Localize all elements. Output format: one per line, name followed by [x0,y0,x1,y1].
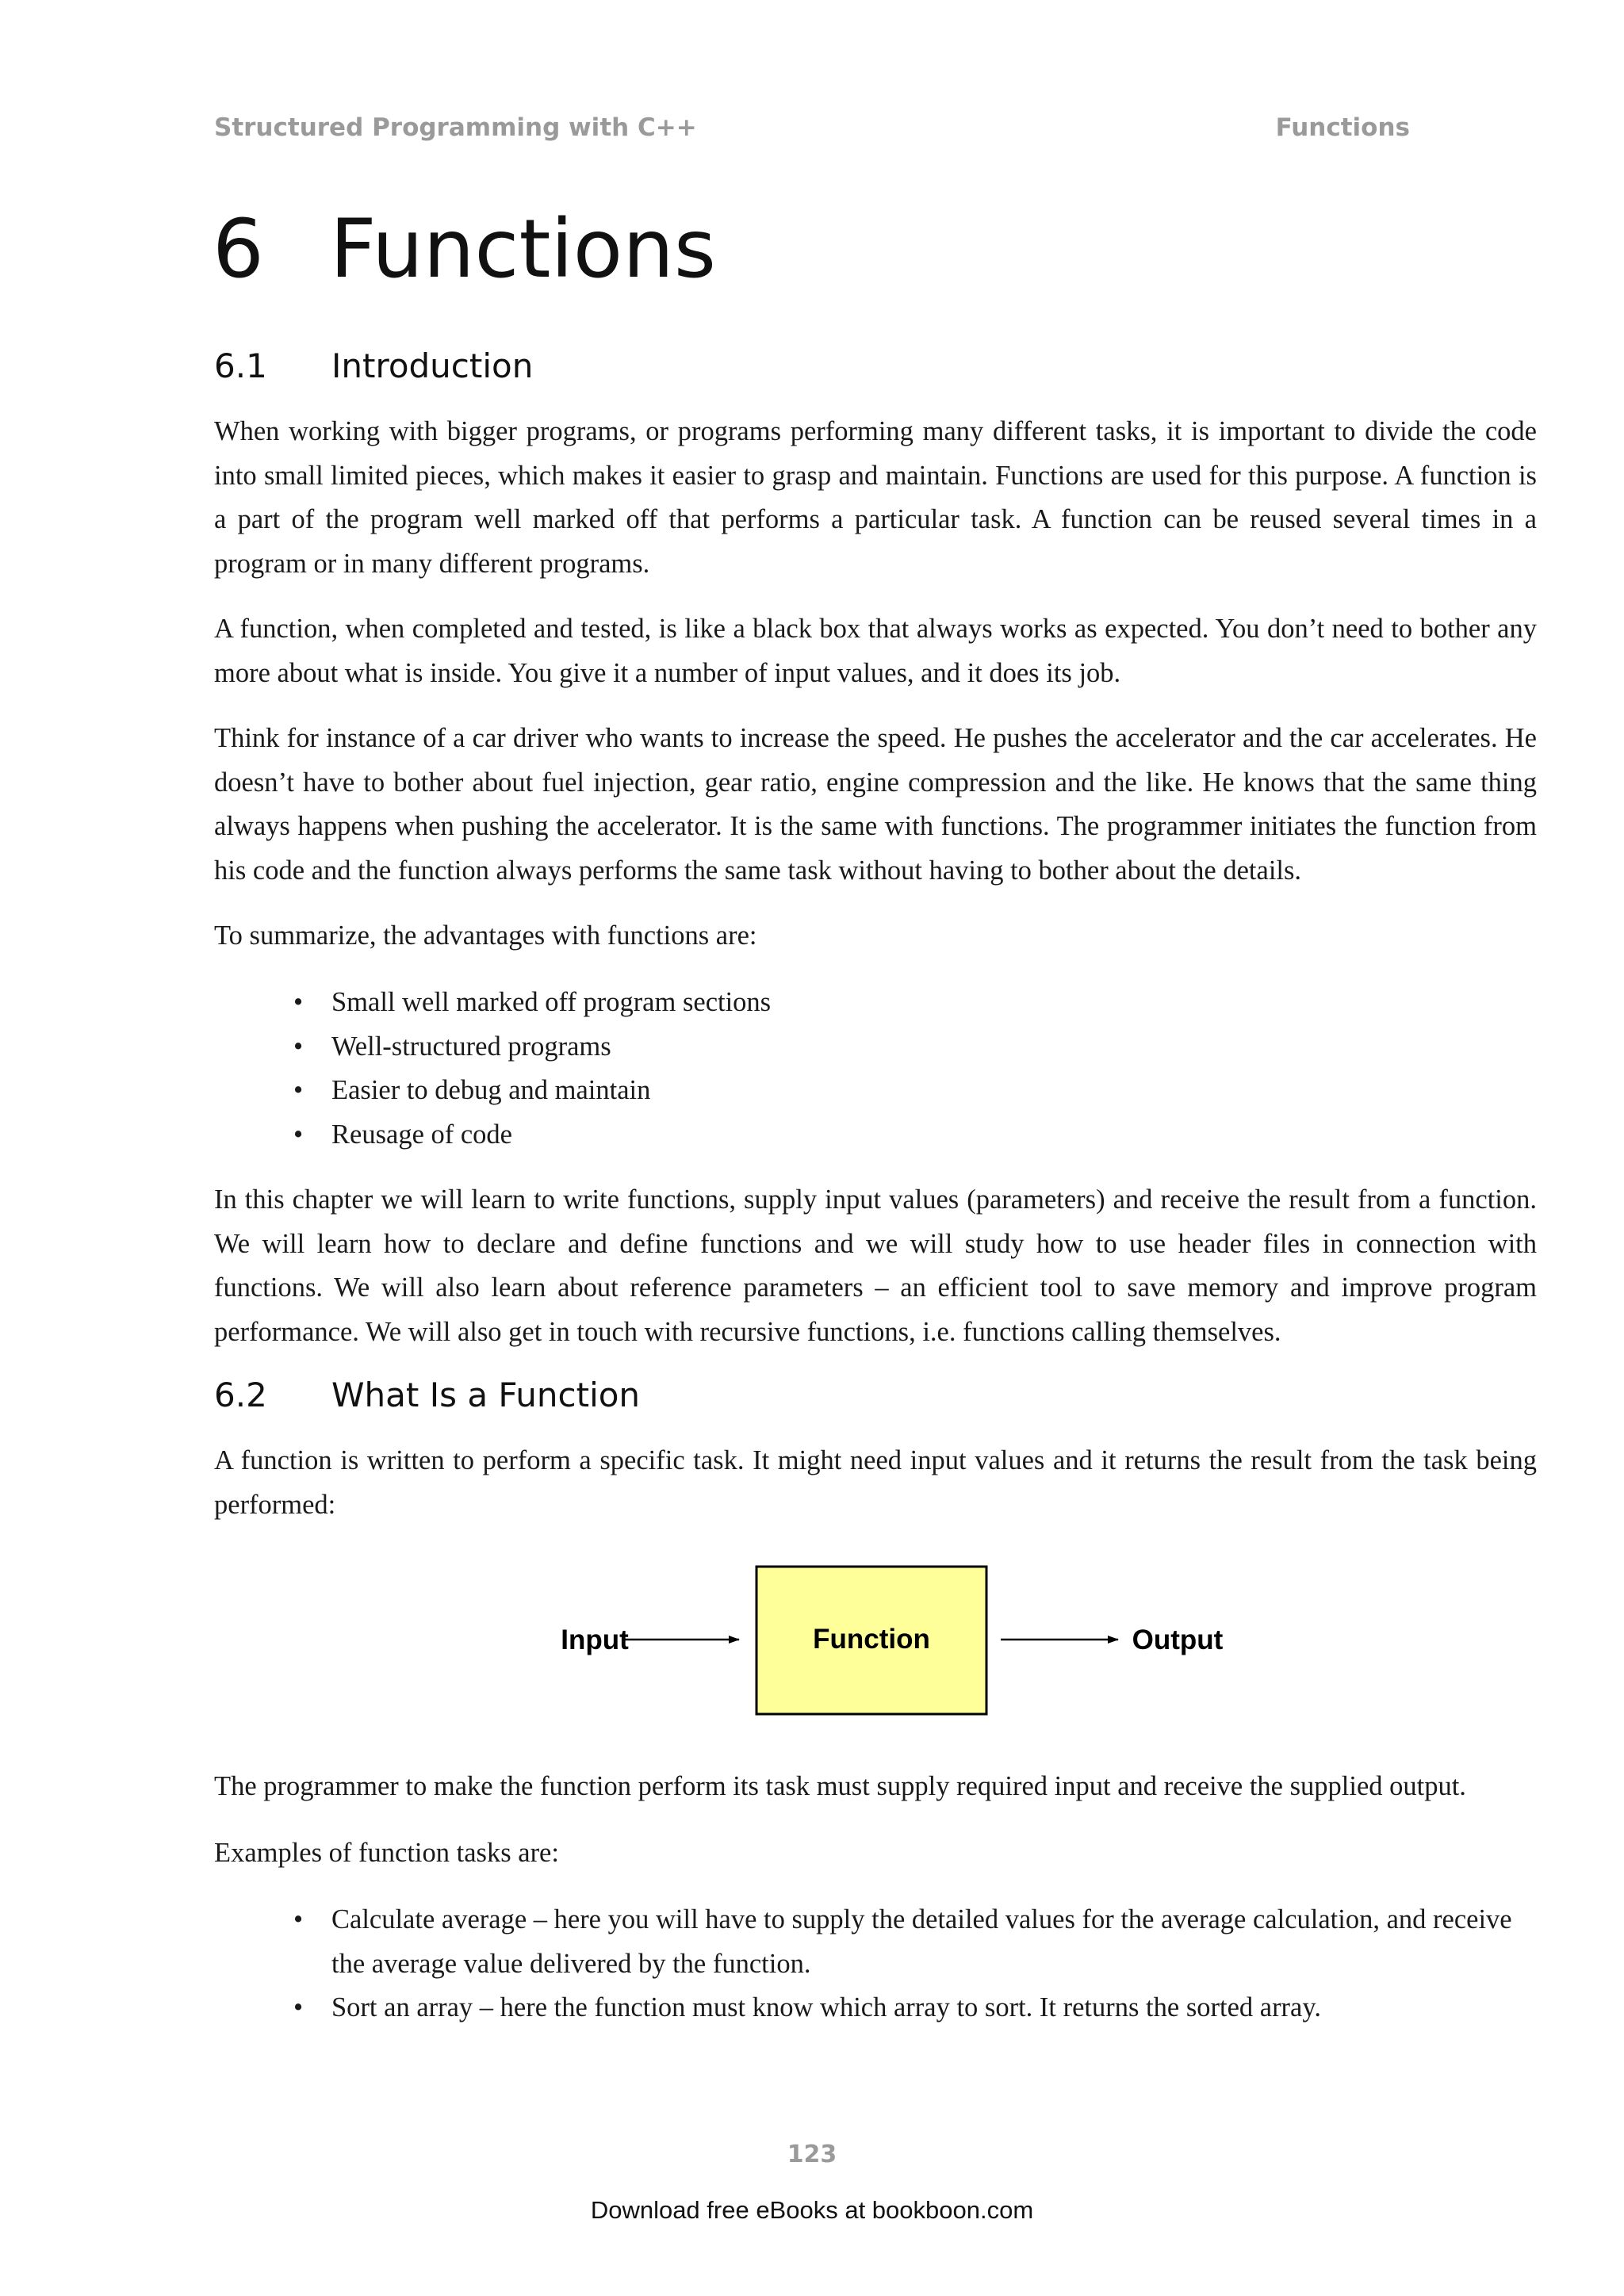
diagram-output-label: Output [1132,1624,1224,1655]
paragraph: Examples of function tasks are: [214,1838,559,1868]
chapter-title [213,202,716,297]
bullet-icon: • [293,1075,304,1105]
chapter-title-text: Functions [330,202,716,297]
header-book-title: Structured Programming with C++ [214,113,697,142]
section-number: 6.2 [214,1376,267,1414]
list-item: • Calculate average – here you will have to supply the detailed values for the average calculation, and receive the average value delivered by the function. [214,1898,1537,1986]
paragraph: A function is written to perform a specific task. It might need input values and it returns the result from the task being performed: [214,1445,1537,1520]
list-item: • Well-structured programs [214,1025,1537,1070]
section-number: 6.1 [214,346,267,385]
bullet-icon: • [293,1119,304,1150]
bookboon-promo-link[interactable]: Download free eBooks at bookboon.com [590,2196,1034,2224]
list-item: • Sort an array – here the function must know which array to sort. It returns the sorted array. [214,1986,1537,2030]
bullet-icon: • [293,1992,304,2022]
paragraph: In this chapter we will learn to write functions, supply input values (parameters) and receive the result from a function. We will learn how to declare and define functions and we will study how to use header files in connection with functions. We will also learn about reference parameters – an efficient tool to save memory and improve program performance. We will also get in touch with recursive functions, i.e. functions calling themselves. [214,1184,1537,1347]
bullet-icon: • [293,1031,304,1062]
chapter-number: 6 [213,202,264,297]
function-diagram [508,1558,1253,1716]
running-header [214,113,1410,142]
paragraph: The programmer to make the function perform its task must supply required input and receive the supplied output. [214,1771,1466,1801]
paragraph: When working with bigger programs, or programs performing many different tasks, it is important to divide the code into small limited pieces, which makes it easier to grasp and maintain. Functions are used for this purpose. A function is a part of the program well marked off that performs a particular task. A function can be reused several times in a program or in many different programs. [214,416,1537,579]
section-heading-introduction [214,346,533,385]
function-tasks-list [214,1898,1537,2030]
diagram-function-label: Function [813,1624,930,1655]
bullet-icon: • [293,987,304,1017]
section-title: What Is a Function [331,1376,641,1414]
list-item: • Small well marked off program sections [214,981,1537,1025]
list-item: • Easier to debug and maintain [214,1069,1537,1113]
advantages-list [214,981,1537,1157]
section-title: Introduction [331,346,534,385]
page-number: 123 [787,2141,837,2168]
paragraph: Think for instance of a car driver who wants to increase the speed. He pushes the accelerator and the car accelerates. He doesn’t have to bother about fuel injection, gear ratio, engine compression and the like. He knows that the same thing always happens when pushing the accelerator. It is the same with functions. The programmer initiates the function from his code and the function always performs the same task without having to bother about the details. [214,723,1537,886]
header-chapter-name: Functions [1275,113,1410,142]
section-heading-what-is-a-function [214,1376,640,1414]
paragraph: A function, when completed and tested, is like a black box that always works as expected. You don’t need to bother any more about what is inside. You give it a number of input values, and it does its job. [214,614,1537,688]
bullet-icon: • [293,1904,304,1934]
paragraph: To summarize, the advantages with functions are: [214,920,757,951]
diagram-input-label: Input [561,1624,629,1655]
list-item: • Reusage of code [214,1113,1537,1158]
